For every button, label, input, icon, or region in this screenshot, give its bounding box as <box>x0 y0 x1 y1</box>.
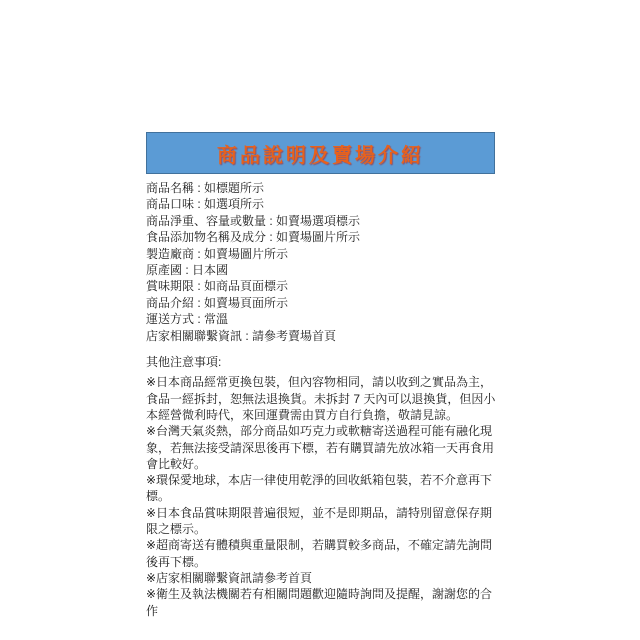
note-item-hot-weather-melting: ※台灣天氣炎熱，部分商品如巧克力或軟糖寄送過程可能有融化現象，若無法接受請深思後再下標，若有購買請先放冰箱一天再食用會比較好。 <box>146 424 495 471</box>
detail-colon: : <box>194 246 205 261</box>
detail-value: 日本國 <box>192 263 229 278</box>
detail-label: 運送方式 <box>146 312 195 327</box>
note-item-contact-homepage: ※店家相關聯繫資訊請參考首頁 <box>146 570 313 585</box>
note-item-recycled-boxes: ※環保愛地球，本店一律使用乾淨的回收紙箱包裝，若不介意再下標。 <box>146 473 493 504</box>
detail-row-store-contact <box>146 328 497 344</box>
other-notes-section <box>146 354 497 619</box>
detail-label: 原產國 <box>146 263 183 278</box>
detail-row-best-before <box>146 278 497 294</box>
detail-colon: : <box>194 197 205 212</box>
detail-value: 如賣場選項標示 <box>276 213 361 228</box>
note-item-authorities: ※衛生及執法機關若有相關問題歡迎隨時詢問及提醒，謝謝您的合作 <box>146 587 493 618</box>
detail-label: 商品介紹 <box>146 295 195 310</box>
detail-row-origin-country <box>146 262 497 278</box>
section-header-banner <box>146 132 495 174</box>
note-item-packaging-returns: ※日本商品經常更換包裝，但內容物相同，請以收到之實品為主，食品一經拆封，恕無法退換貨。未拆封 7 天內可以退換貨，但因小本經營微利時代，來回運費需由買方自行負擔，敬請見諒。 <box>146 375 496 422</box>
detail-colon: : <box>266 213 277 228</box>
detail-label: 賞味期限 <box>146 279 195 294</box>
detail-label: 食品添加物名稱及成分 <box>146 230 267 245</box>
detail-value: 如選項所示 <box>204 197 265 212</box>
detail-row-manufacturer <box>146 246 497 262</box>
detail-colon: : <box>242 328 253 343</box>
detail-row-product-intro <box>146 295 497 311</box>
note-item-short-shelf-life: ※日本食品賞味期限普遍很短，並不是即期品，請特別留意保存期限之標示。 <box>146 505 493 537</box>
detail-label: 商品名稱 <box>146 181 195 195</box>
product-details-list <box>146 180 497 344</box>
section-title: 商品說明及賣場介紹 <box>217 144 424 167</box>
notes-heading: 其他注意事項: <box>146 355 222 370</box>
product-description-panel <box>146 132 497 619</box>
detail-row-net-weight <box>146 213 497 229</box>
detail-colon: : <box>194 312 205 327</box>
detail-row-additives <box>146 229 497 245</box>
note-item-convenience-store-limits: ※超商寄送有體積與重量限制，若購買較多商品，不確定請先詢問後再下標。 <box>146 538 493 569</box>
detail-value: 請參考賣場首頁 <box>252 328 337 343</box>
detail-value: 如賣場圖片所示 <box>276 230 361 245</box>
detail-row-flavor <box>146 196 497 212</box>
detail-colon: : <box>194 279 205 294</box>
detail-label: 商品淨重、容量或數量 <box>146 213 267 228</box>
detail-label: 商品口味 <box>146 197 195 212</box>
detail-value: 如標題所示 <box>204 181 265 195</box>
detail-colon: : <box>266 230 277 245</box>
detail-value: 如賣場頁面所示 <box>204 295 289 310</box>
detail-colon: : <box>194 181 205 195</box>
detail-label: 製造廠商 <box>146 246 195 261</box>
detail-row-product-name <box>146 180 497 196</box>
detail-value: 如商品頁面標示 <box>204 279 289 294</box>
detail-value: 常溫 <box>204 312 229 327</box>
detail-label: 店家相關聯繫資訊 <box>146 328 243 343</box>
detail-value: 如賣場圖片所示 <box>204 246 289 261</box>
detail-colon: : <box>194 295 205 310</box>
detail-colon: : <box>182 263 193 278</box>
detail-row-shipping-method <box>146 311 497 327</box>
